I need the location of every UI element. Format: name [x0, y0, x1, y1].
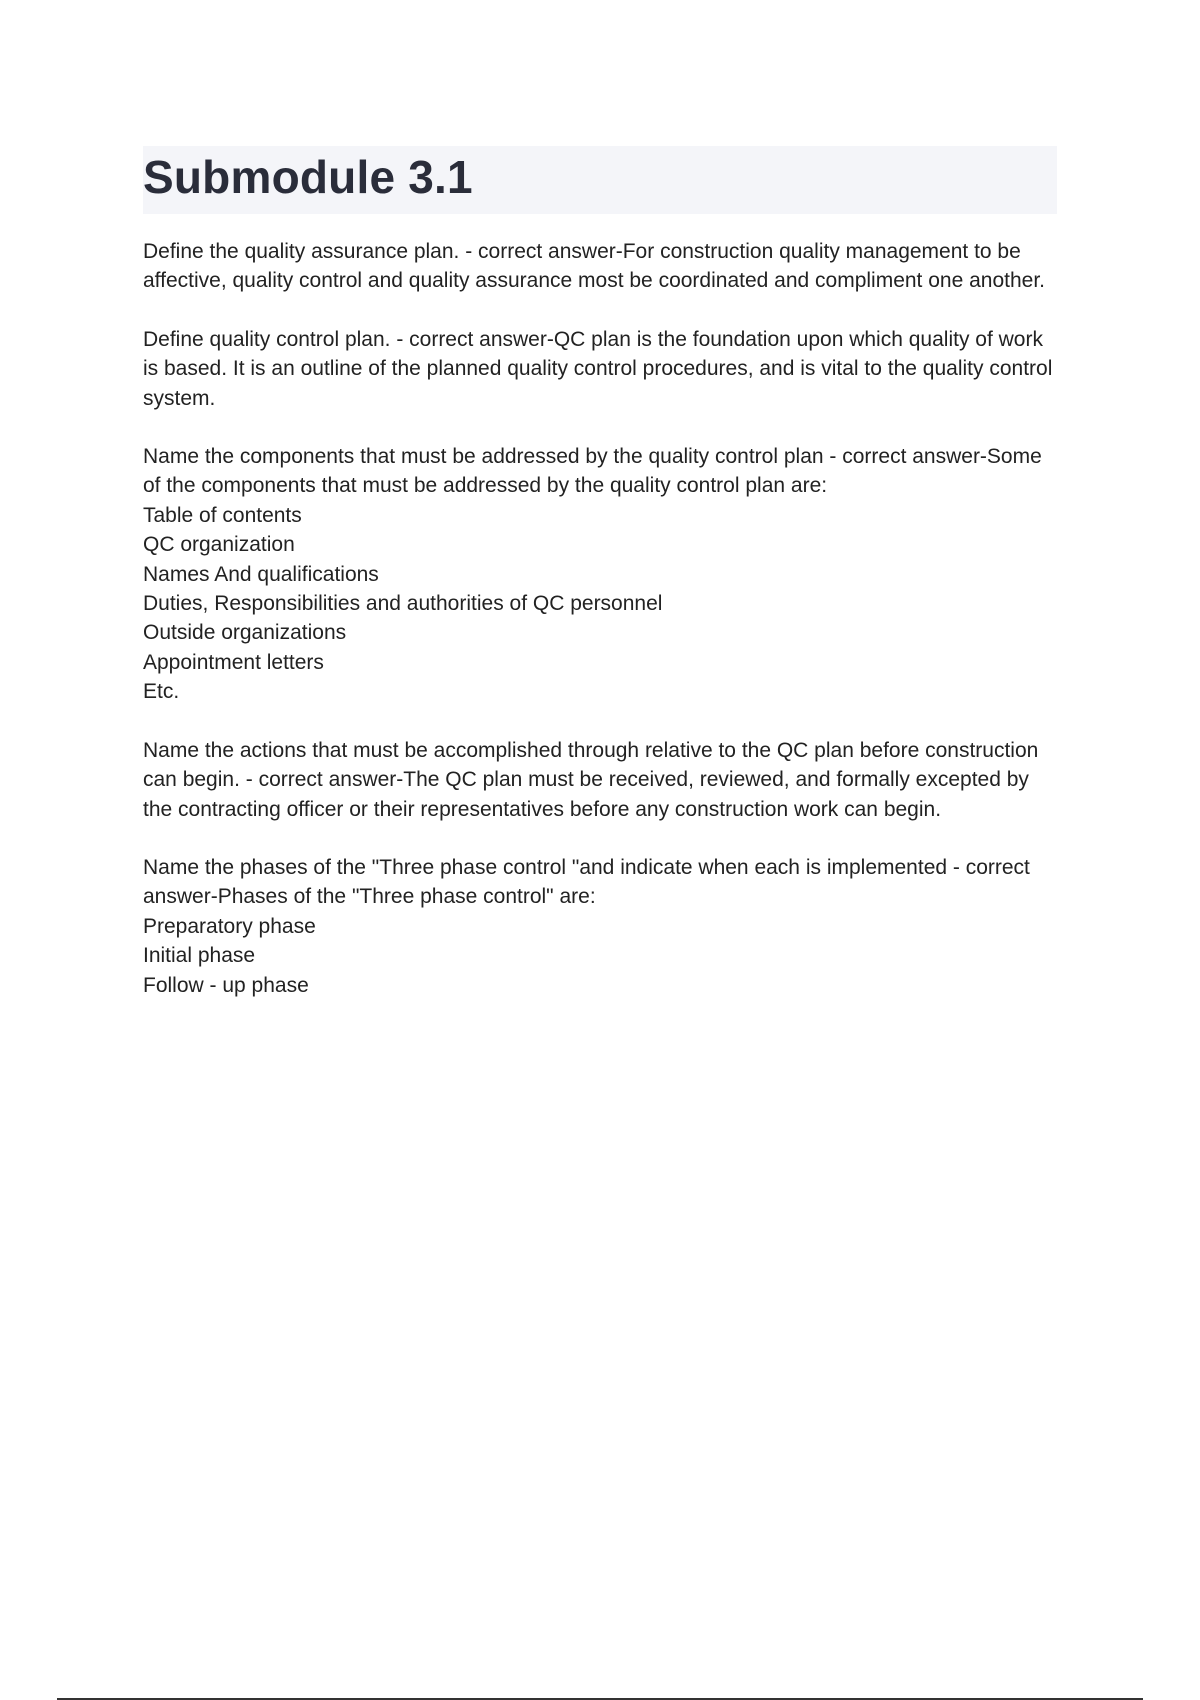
- list-item: Preparatory phase: [143, 914, 316, 938]
- list-item: Follow - up phase: [143, 973, 309, 997]
- qa-paragraph: Name the components that must be addressed by the quality control plan - correct answer-Some of the components that must be addressed by the quality control plan are:: [143, 445, 1042, 498]
- qa-paragraph: Define quality control plan. - correct answer-QC plan is the foundation upon which quality of work is based. It is an outline of the planned quality control procedures, and is vital to the quality control system.: [143, 327, 1053, 410]
- qa-entry: [143, 736, 1057, 824]
- list-item: Etc.: [143, 680, 180, 704]
- page-title: Submodule 3.1: [143, 151, 473, 203]
- document-body: [143, 237, 1057, 1029]
- list-item: Duties, Responsibilities and authorities of QC personnel: [143, 592, 663, 616]
- list-item: Outside organizations: [143, 621, 347, 645]
- qa-entry: [143, 442, 1057, 707]
- qa-paragraph: Define the quality assurance plan. - correct answer-For construction quality management to be affective, quality control and quality assurance most be coordinated and compliment one another.: [143, 240, 1045, 293]
- list-item: QC organization: [143, 533, 295, 557]
- list-item: Appointment letters: [143, 650, 324, 674]
- qa-entry: [143, 237, 1057, 296]
- qa-entry: [143, 325, 1057, 413]
- list-item: Table of contents: [143, 503, 302, 527]
- qa-paragraph: Name the actions that must be accomplished through relative to the QC plan before construction can begin. - correct answer-The QC plan must be received, reviewed, and formally excepted by the contracting officer or their representatives before any construction work can begin.: [143, 738, 1039, 821]
- list-item: Initial phase: [143, 944, 256, 968]
- title-band: [143, 146, 1057, 214]
- qa-paragraph: Name the phases of the "Three phase control "and indicate when each is implemented - correct answer-Phases of the "Three phase control" are:: [143, 855, 1030, 909]
- qa-entry: [143, 853, 1057, 1000]
- list-item: Names And qualifications: [143, 562, 379, 586]
